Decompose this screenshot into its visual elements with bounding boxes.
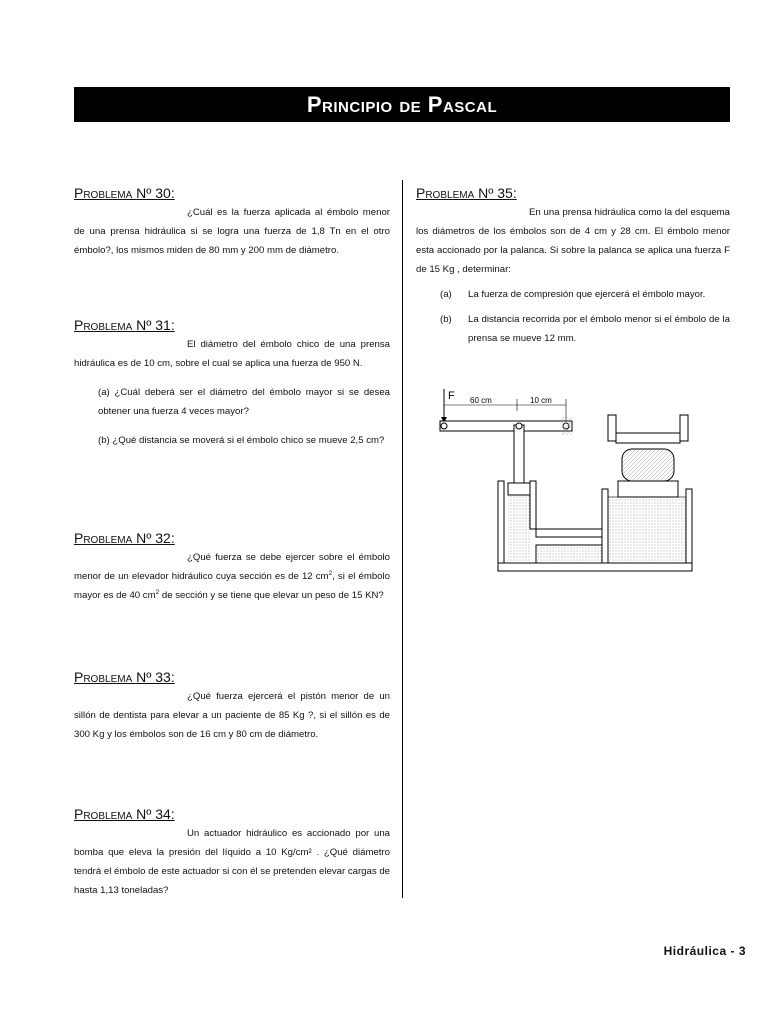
channel	[536, 529, 606, 537]
problem-text: ¿Cuál es la fuerza aplicada al émbolo menor de una prensa hidráulica si se logra una fuerza de 1,8 Tn en el otro émbolo?, los mismos miden de 80 mm y 200 mm de diámetro.	[74, 207, 390, 256]
fulcrum-support	[562, 417, 572, 435]
load-block	[622, 449, 674, 481]
problem-text: Un actuador hidráulico es accionado por una bomba que eleva la presión del líquido a 10 Kg/cm² . ¿Qué diámetro tendrá el émbolo de este actuador si con él se pretenden elevar cargas de hasta 1,13 toneladas?	[74, 828, 390, 896]
page-footer	[664, 944, 746, 958]
problem-30	[74, 183, 390, 260]
column-divider	[402, 180, 403, 898]
problem-32	[74, 528, 390, 605]
item-text: La fuerza de compresión que ejercerá el émbolo mayor.	[468, 289, 706, 300]
problem-heading: Problema Nº 30:	[74, 185, 175, 201]
problem-35	[416, 183, 730, 348]
item-label: (b)	[440, 314, 452, 325]
press-base	[498, 563, 692, 571]
item-text: La distancia recorrida por el émbolo menor si el émbolo de la prensa se mueve 12 mm.	[468, 314, 730, 344]
problem-33	[74, 667, 390, 744]
rod-pin	[516, 423, 522, 429]
problem-text	[74, 548, 390, 605]
connecting-rod	[514, 425, 524, 485]
problem-heading: Problema Nº 32:	[74, 530, 175, 546]
big-cylinder-wall	[602, 489, 608, 571]
text-part: de sección y se tiene que elevar un peso de 15 KN?	[159, 590, 384, 601]
problem-text: En una prensa hidráulica como la del esquema los diámetros de los émbolos son de 4 cm y 28 cm. El émbolo menor esta accionado por la palanca. Si sobre la palanca se aplica una fuerza F de 15 Kg , determinar:	[416, 207, 730, 275]
hydraulic-press-diagram	[432, 385, 700, 577]
superscript: 2	[328, 569, 333, 577]
lever-pivot-end	[441, 423, 447, 429]
dim-label-right: 10 cm	[530, 396, 552, 405]
big-cylinder-wall	[686, 489, 692, 571]
text-part: , si el émbolo mayor es de 40 cm	[74, 571, 390, 601]
channel-fluid	[536, 545, 602, 563]
problem-item-b: (b) ¿Qué distancia se moverá si el émbolo chico se mueve 2,5 cm?	[98, 435, 385, 446]
problem-heading: Problema Nº 31:	[74, 317, 175, 333]
small-piston	[508, 483, 530, 495]
text-part: ¿Qué fuerza se debe ejercer sobre el émbolo menor de un elevador hidráulico cuya sección es de 12 cm	[74, 552, 390, 582]
problem-text: El diámetro del émbolo chico de una prensa hidráulica es de 10 cm, sobre el cual se aplica una fuerza de 950 N.	[74, 339, 390, 369]
page-number: 3	[738, 944, 746, 958]
problem-heading: Problema Nº 33:	[74, 669, 175, 685]
title-bar	[74, 87, 730, 122]
force-label: F	[448, 390, 455, 402]
dim-label-left: 60 cm	[470, 396, 492, 405]
problem-31	[74, 315, 390, 450]
problem-item	[416, 285, 730, 304]
page-title: Principio de Pascal	[306, 91, 498, 117]
problem-item-a: (a) ¿Cuál deberá ser el diámetro del émbolo mayor si se desea obtener una fuerza 4 veces mayor?	[98, 387, 390, 417]
item-label: (a)	[440, 289, 452, 300]
small-cylinder-wall	[498, 481, 504, 563]
small-cylinder-wall	[530, 481, 536, 529]
problem-34	[74, 804, 390, 900]
superscript: 2	[155, 588, 160, 596]
problem-text: ¿Qué fuerza ejercerá el pistón menor de un sillón de dentista para elevar a un paciente de 85 Kg ?, si el sillón es de 300 Kg y los émbolos son de 16 cm y 80 cm de diámetro.	[74, 691, 390, 740]
footer-section: Hidráulica -	[663, 944, 735, 958]
fluid-small	[508, 495, 530, 563]
big-piston	[618, 481, 678, 497]
press-plate	[616, 433, 680, 443]
problem-item	[416, 310, 730, 348]
problem-heading: Problema Nº 34:	[74, 806, 175, 822]
fluid-big	[608, 497, 686, 571]
problem-heading: Problema Nº 35:	[416, 185, 517, 201]
lever	[440, 421, 572, 431]
